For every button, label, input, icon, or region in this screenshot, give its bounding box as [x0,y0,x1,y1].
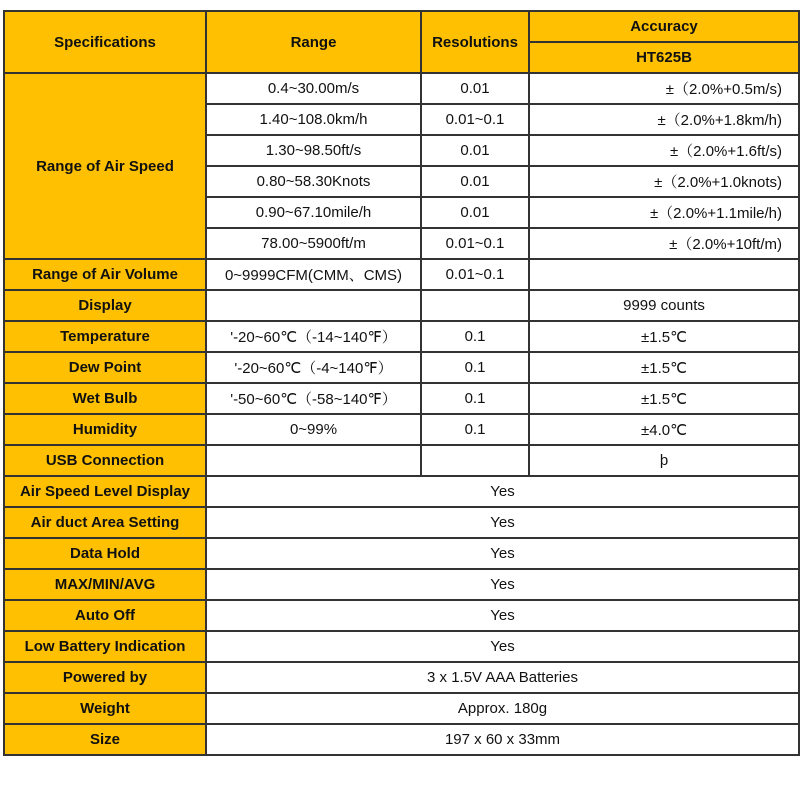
row-label-air-volume: Range of Air Volume [4,259,206,290]
cell-resolution [421,290,529,321]
cell-accuracy: ±4.0℃ [529,414,799,445]
cell-resolution: 0.01~0.1 [421,104,529,135]
cell-resolution: 0.01~0.1 [421,259,529,290]
cell-accuracy-check-icon: þ [529,445,799,476]
cell-resolution: 0.1 [421,414,529,445]
cell-resolution: 0.1 [421,383,529,414]
row-label-data-hold: Data Hold [4,538,206,569]
cell-range: '-20~60℃（-4~140℉） [206,352,421,383]
cell-range: '-20~60℃（-14~140℉） [206,321,421,352]
header-model: HT625B [529,42,799,73]
cell-accuracy: ±1.5℃ [529,383,799,414]
cell-value: Yes [206,507,799,538]
cell-accuracy: ±（2.0%+10ft/m) [529,228,799,259]
table-row [4,352,799,383]
cell-value: Yes [206,538,799,569]
row-label-size: Size [4,724,206,755]
cell-range: 0.90~67.10mile/h [206,197,421,228]
row-label-air-speed: Range of Air Speed [4,73,206,259]
cell-accuracy: ±（2.0%+1.0knots) [529,166,799,197]
cell-accuracy: ±（2.0%+1.1mile/h) [529,197,799,228]
row-label-low-battery-indication: Low Battery Indication [4,631,206,662]
cell-resolution: 0.01 [421,197,529,228]
row-label-max-min-avg: MAX/MIN/AVG [4,569,206,600]
cell-accuracy: ±（2.0%+0.5m/s) [529,73,799,104]
table-row [4,724,799,755]
cell-accuracy [529,259,799,290]
table-row [4,569,799,600]
cell-value: 197 x 60 x 33mm [206,724,799,755]
cell-range: 0~99% [206,414,421,445]
cell-accuracy: ±1.5℃ [529,321,799,352]
cell-range [206,290,421,321]
cell-range: 1.40~108.0km/h [206,104,421,135]
cell-range: 0~9999CFM(CMM、CMS) [206,259,421,290]
row-label-powered-by: Powered by [4,662,206,693]
row-label-air-duct-area-setting: Air duct Area Setting [4,507,206,538]
cell-resolution: 0.1 [421,321,529,352]
header-accuracy: Accuracy [529,11,799,42]
header-range: Range [206,11,421,73]
cell-resolution: 0.01 [421,73,529,104]
cell-range [206,445,421,476]
cell-resolution: 0.1 [421,352,529,383]
cell-accuracy: ±1.5℃ [529,352,799,383]
cell-range: 0.4~30.00m/s [206,73,421,104]
cell-value: Yes [206,569,799,600]
cell-value: 3 x 1.5V AAA Batteries [206,662,799,693]
table-row [4,383,799,414]
table-row [4,662,799,693]
table-row [4,73,799,104]
row-label-auto-off: Auto Off [4,600,206,631]
cell-value: Yes [206,600,799,631]
table-row [4,445,799,476]
cell-accuracy: 9999 counts [529,290,799,321]
row-label-wet-bulb: Wet Bulb [4,383,206,414]
cell-range: '-50~60℃（-58~140℉） [206,383,421,414]
table-row [4,321,799,352]
table-row [4,507,799,538]
table-row [4,631,799,662]
table-row [4,259,799,290]
table-row [4,290,799,321]
cell-value: Approx. 180g [206,693,799,724]
cell-range: 0.80~58.30Knots [206,166,421,197]
header-specifications: Specifications [4,11,206,73]
specifications-table [3,10,800,756]
table-row [4,476,799,507]
row-label-dew-point: Dew Point [4,352,206,383]
cell-resolution: 0.01 [421,135,529,166]
row-label-air-speed-level-display: Air Speed Level Display [4,476,206,507]
cell-value: Yes [206,631,799,662]
table-row [4,538,799,569]
table-row [4,414,799,445]
cell-resolution: 0.01~0.1 [421,228,529,259]
cell-value: Yes [206,476,799,507]
cell-range: 78.00~5900ft/m [206,228,421,259]
cell-resolution: 0.01 [421,166,529,197]
row-label-temperature: Temperature [4,321,206,352]
cell-resolution [421,445,529,476]
row-label-humidity: Humidity [4,414,206,445]
cell-accuracy: ±（2.0%+1.6ft/s) [529,135,799,166]
row-label-display: Display [4,290,206,321]
cell-range: 1.30~98.50ft/s [206,135,421,166]
cell-accuracy: ±（2.0%+1.8km/h) [529,104,799,135]
table-row [4,693,799,724]
row-label-usb-connection: USB Connection [4,445,206,476]
header-resolutions: Resolutions [421,11,529,73]
row-label-weight: Weight [4,693,206,724]
table-row [4,600,799,631]
